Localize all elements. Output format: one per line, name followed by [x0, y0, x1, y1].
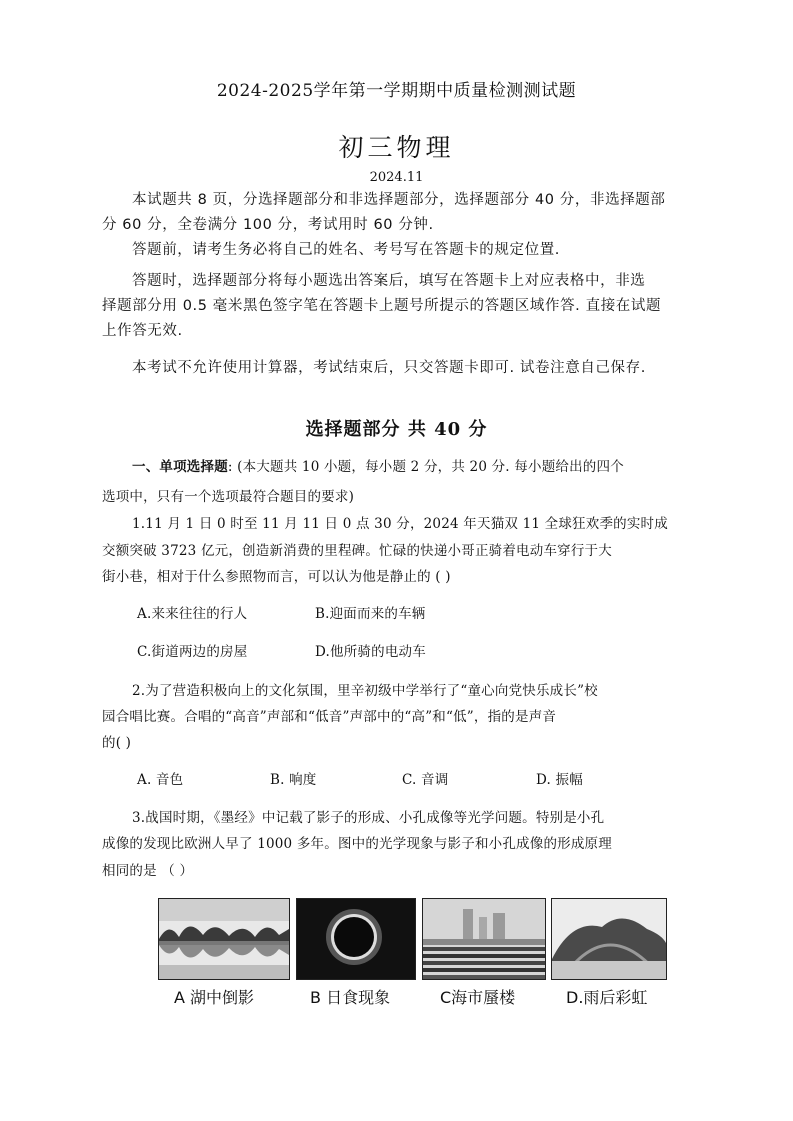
- subject-title: 初三物理: [338, 133, 455, 162]
- mirage-image: [423, 899, 545, 979]
- q1-line3: 街小巷，相对于什么参照物而言，可以认为他是静止的 ( ): [102, 569, 451, 585]
- q2-option-c: C. 音调: [402, 772, 449, 788]
- q2-option-a: A. 音色: [137, 772, 184, 788]
- section-title: 选择题部分 共 40 分: [305, 419, 488, 440]
- q3-line3: 相同的是 （ ）: [102, 863, 194, 879]
- q1-option-a: A.来来往往的行人: [137, 606, 248, 622]
- instruction-p2: 答题前，请考生务必将自己的姓名、考号写在答题卡的规定位置.: [132, 242, 561, 258]
- q1-option-d: D.他所骑的电动车: [315, 644, 426, 660]
- instruction-p3-line2: 择题部分用 0.5 毫米黑色签字笔在答题卡上题号所提示的答题区域作答. 直接在试题: [102, 298, 662, 314]
- figure-caption-b: B 日食现象: [310, 988, 391, 1007]
- figure-rainbow: [551, 898, 667, 980]
- lake-reflection-image: [159, 899, 289, 979]
- q2-option-b: B. 响度: [270, 772, 317, 788]
- q1-option-b: B.迎面而来的车辆: [315, 606, 426, 622]
- q2-option-d: D. 振幅: [536, 772, 583, 788]
- part-heading: [132, 455, 624, 475]
- figure-solar-eclipse: [296, 898, 416, 980]
- instruction-p1-line1: 本试题共 8 页，分选择题部分和非选择题部分，选择题部分 40 分，非选择题部: [132, 192, 666, 208]
- figure-caption-a: A 湖中倒影: [174, 988, 255, 1007]
- q3-line1: 3.战国时期，《墨经》中记载了影子的形成、小孔成像等光学问题。特别是小孔: [132, 810, 605, 826]
- part-label: 一、单项选择题: [132, 459, 228, 475]
- exam-date: 2024.11: [369, 170, 424, 185]
- figure-mirage: [422, 898, 546, 980]
- figure-caption-c: C海市蜃楼: [440, 988, 516, 1007]
- solar-eclipse-image: [297, 899, 415, 979]
- figure-caption-d: D.雨后彩虹: [566, 988, 648, 1007]
- instruction-p4: 本考试不允许使用计算器，考试结束后，只交答题卡即可. 试卷注意自己保存.: [132, 360, 646, 376]
- q3-line2: 成像的发现比欧洲人早了 1000 多年。图中的光学现象与影子和小孔成像的形成原理: [102, 836, 612, 852]
- rainbow-image: [552, 899, 666, 979]
- figure-lake-reflection: [158, 898, 290, 980]
- q2-line2: 园合唱比赛。合唱的“高音”声部和“低音”声部中的“高”和“低”，指的是声音: [102, 709, 557, 725]
- q1-option-c: C.街道两边的房屋: [137, 644, 248, 660]
- q2-line3: 的( ): [102, 735, 132, 751]
- exam-title: 2024-2025学年第一学期期中质量检测测试题: [216, 81, 577, 101]
- instruction-p3-line1: 答题时，选择题部分将每小题选出答案后，填写在答题卡上对应表格中，非选: [132, 273, 646, 289]
- q1-line2: 交额突破 3723 亿元，创造新消费的里程碑。忙碌的快递小哥正骑着电动车穿行于大: [102, 543, 612, 559]
- part-description-line2: 选项中，只有一个选项最符合题目的要求): [102, 489, 355, 505]
- part-description: : (本大题共 10 小题，每小题 2 分，共 20 分. 每小题给出的四个: [227, 459, 624, 475]
- q2-line1: 2.为了营造积极向上的文化氛围，里辛初级中学举行了“童心向党快乐成长”校: [132, 683, 598, 699]
- instruction-p3-line3: 上作答无效.: [102, 323, 183, 339]
- q1-line1: 1.11 月 1 日 0 时至 11 月 11 日 0 点 30 分，2024 年天猫双 11 全球狂欢季的实时成: [132, 516, 668, 532]
- instruction-p1-line2: 分 60 分，全卷满分 100 分，考试用时 60 分钟.: [102, 217, 434, 233]
